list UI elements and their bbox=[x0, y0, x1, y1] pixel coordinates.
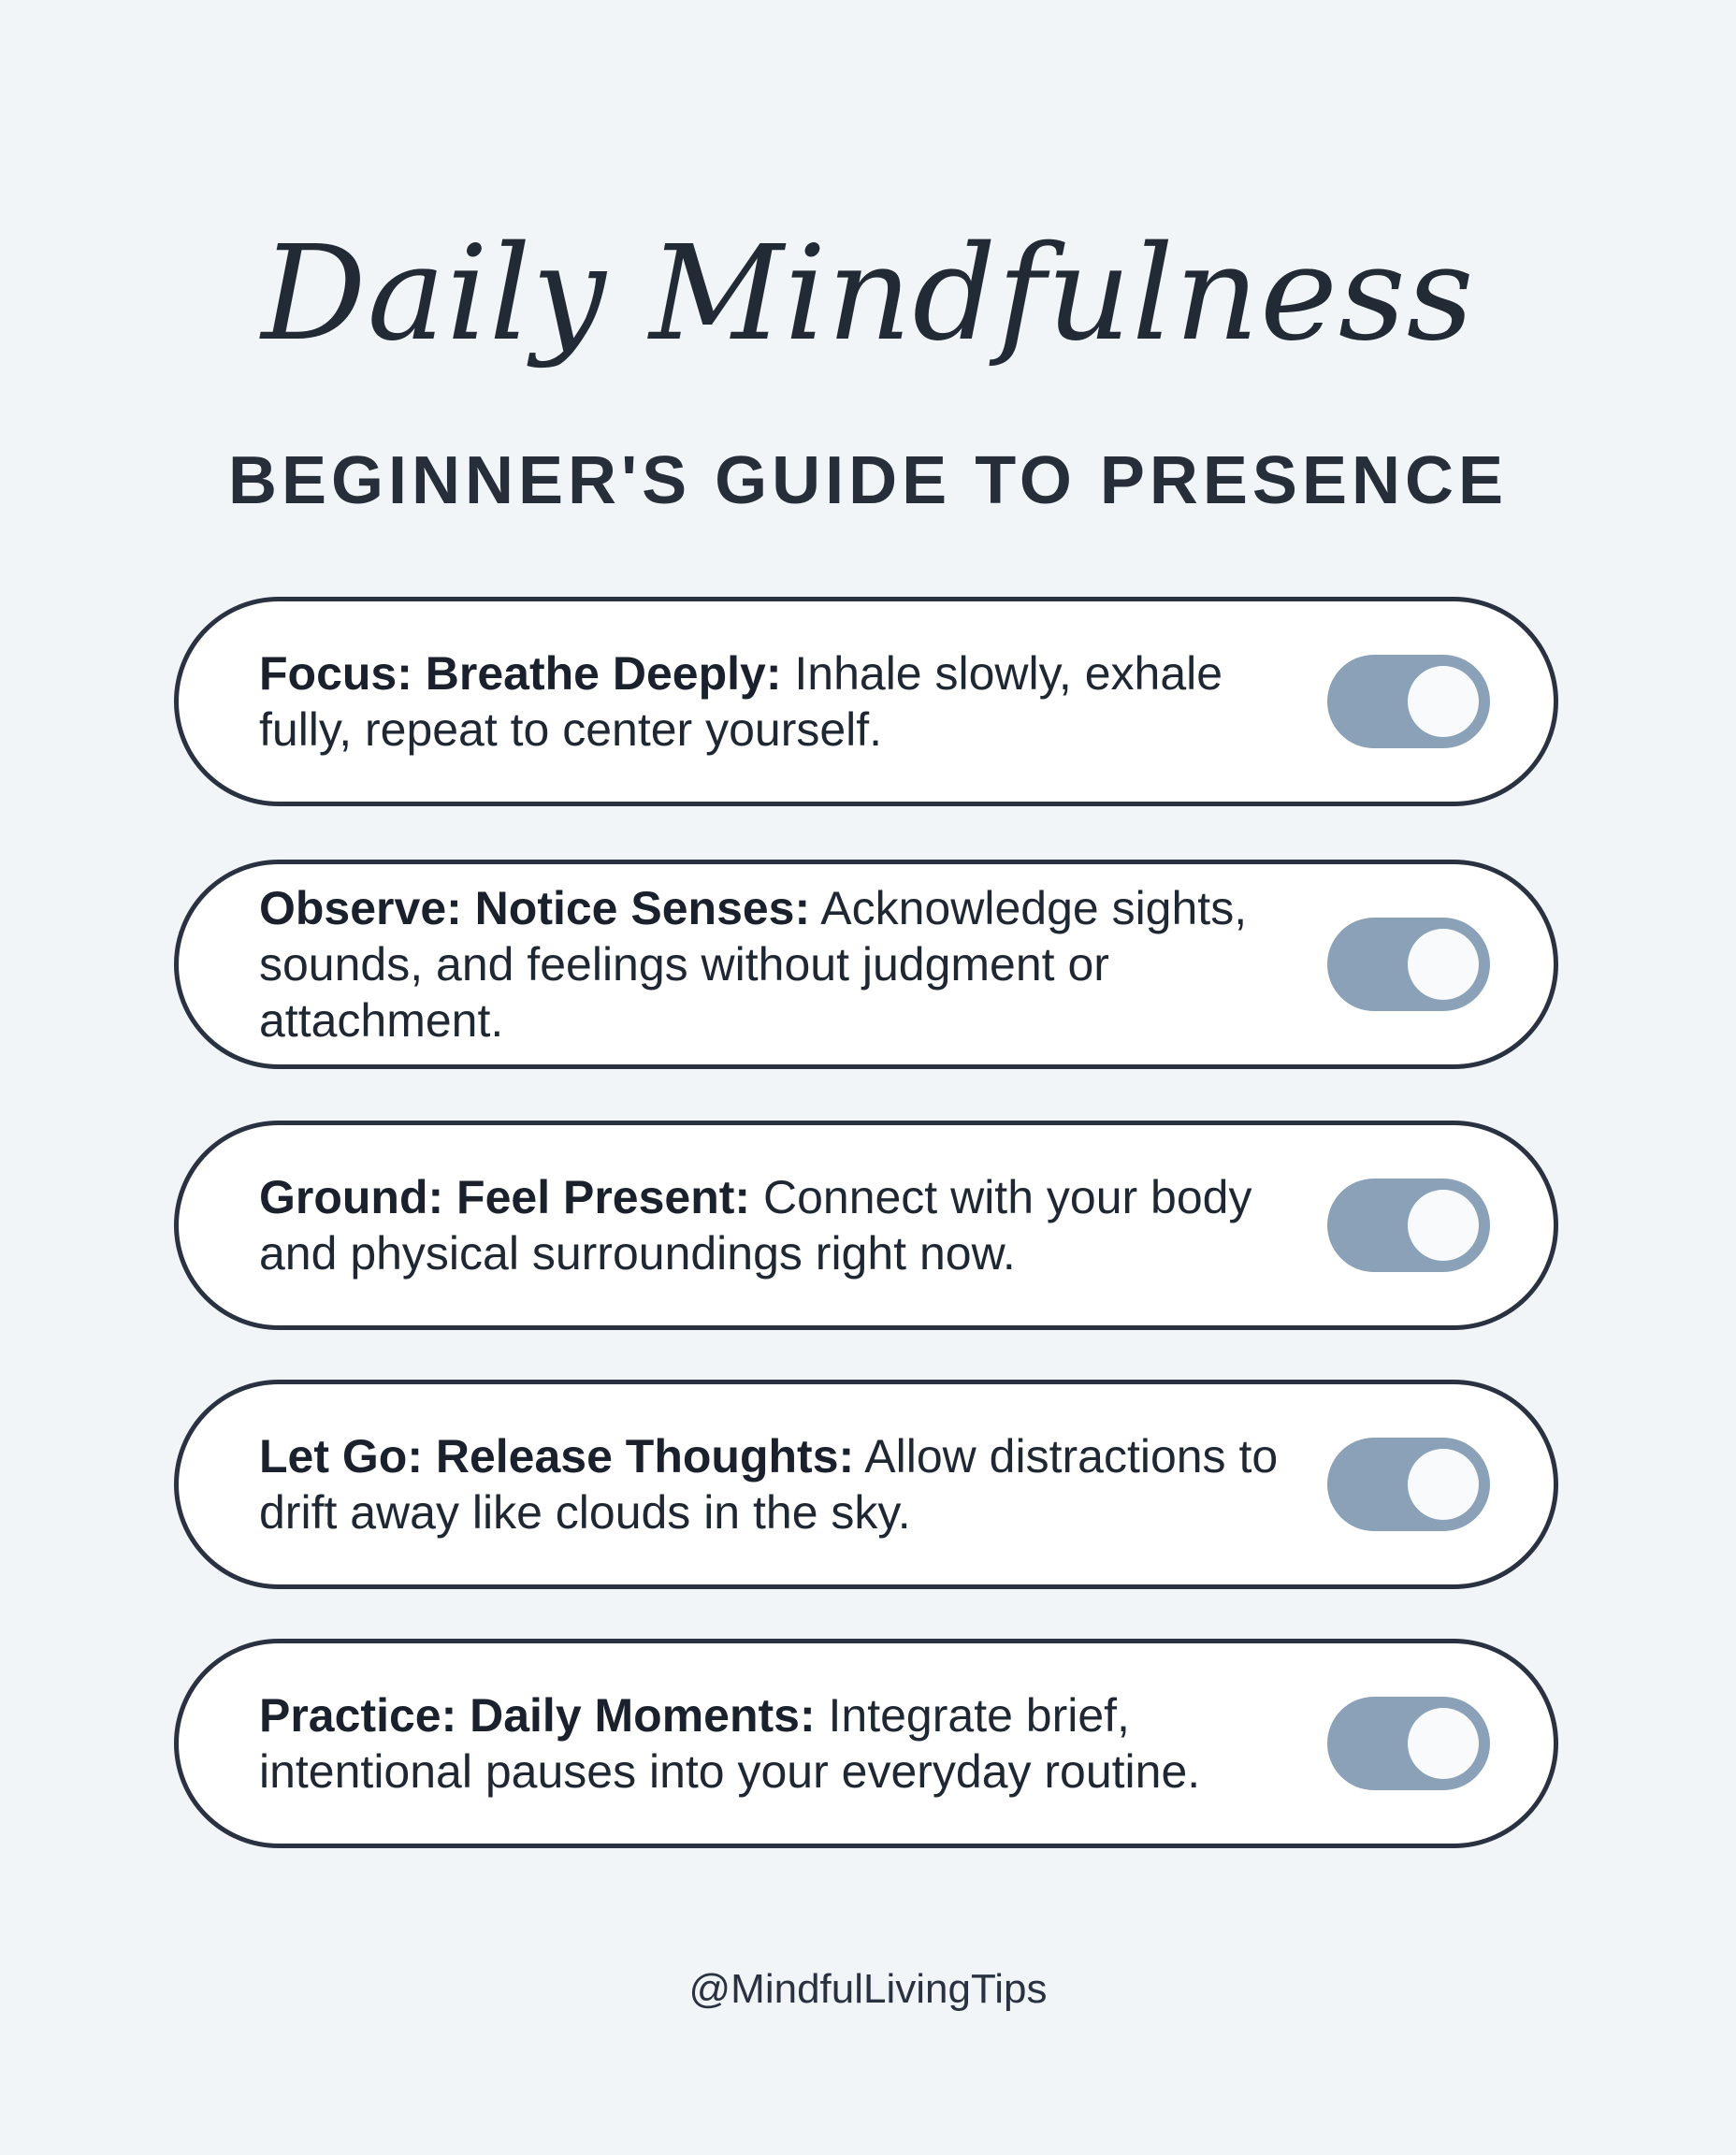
footer-handle: @MindfulLivingTips bbox=[688, 1966, 1048, 2012]
list-item-text bbox=[259, 1428, 1307, 1540]
list-item-ground bbox=[174, 1121, 1558, 1330]
list-item-label: Let Go: Release Thoughts: bbox=[259, 1430, 855, 1482]
list-item-label: Focus: Breathe Deeply: bbox=[259, 647, 782, 700]
list-item-description: Connect with your body and physical surroundings right now. bbox=[259, 1171, 1252, 1280]
list-item-text bbox=[259, 645, 1307, 758]
list-item-description: Inhale slowly, exhale fully, repeat to center yourself. bbox=[259, 647, 1223, 756]
toggle-switch-observe[interactable] bbox=[1327, 918, 1490, 1011]
toggle-knob bbox=[1408, 1708, 1479, 1779]
list-item-observe bbox=[174, 860, 1558, 1069]
list-item-text bbox=[259, 1687, 1307, 1800]
toggle-switch-ground[interactable] bbox=[1327, 1179, 1490, 1272]
toggle-switch-practice[interactable] bbox=[1327, 1697, 1490, 1790]
toggle-knob bbox=[1408, 1190, 1479, 1261]
list-item-focus bbox=[174, 597, 1558, 806]
page-title: Daily Mindfulness bbox=[261, 218, 1475, 370]
list-item-description: Allow distractions to drift away like clouds in the sky. bbox=[259, 1430, 1279, 1539]
list-item-description: Acknowledge sights, sounds, and feelings without judgment or attachment. bbox=[259, 882, 1248, 1047]
list-item-practice bbox=[174, 1639, 1558, 1848]
list-item-text bbox=[259, 880, 1307, 1049]
list-item-text bbox=[259, 1169, 1307, 1281]
toggle-knob bbox=[1408, 666, 1479, 737]
toggle-knob bbox=[1408, 929, 1479, 1000]
list-item-label: Ground: Feel Present: bbox=[259, 1171, 751, 1223]
list-item-let-go bbox=[174, 1380, 1558, 1589]
toggle-knob bbox=[1408, 1449, 1479, 1520]
list-item-description: Integrate brief, intentional pauses into your everyday routine. bbox=[259, 1689, 1201, 1798]
list-item-label: Practice: Daily Moments: bbox=[259, 1689, 816, 1742]
list-item-label: Observe: Notice Senses: bbox=[259, 882, 811, 934]
toggle-switch-focus[interactable] bbox=[1327, 655, 1490, 748]
toggle-switch-let-go[interactable] bbox=[1327, 1438, 1490, 1531]
page-subtitle: BEGINNER'S GUIDE TO PRESENCE bbox=[227, 443, 1508, 518]
